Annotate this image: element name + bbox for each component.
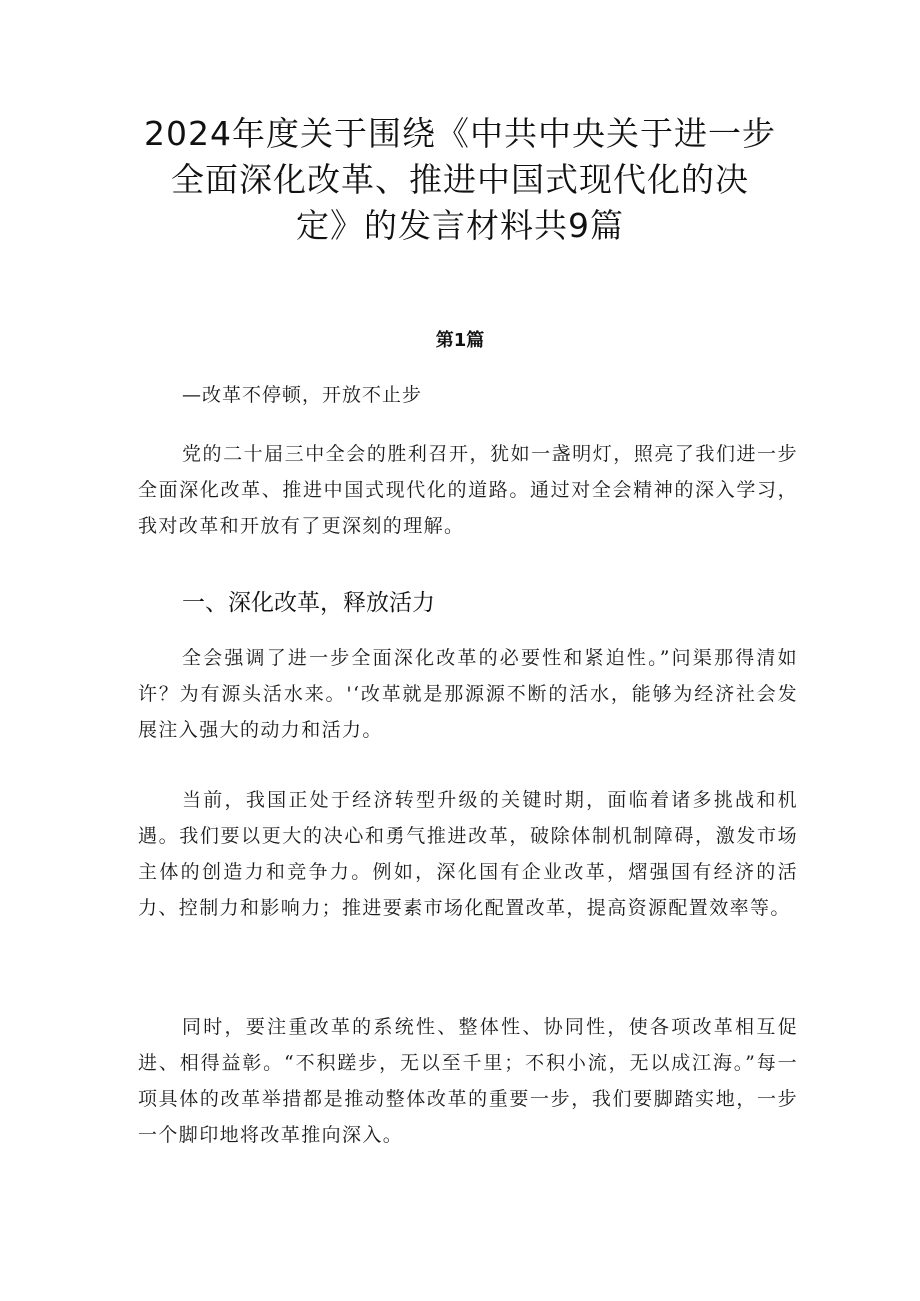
paragraph-4: 同时，要注重改革的系统性、整体性、协同性，使各项改革相互促进、相得益彰。“不积蹉步，无以至千里；不积小流，无以成江海。”每一项具体的改革举措都是推动整体改革的重要一步，我们要脚踏实地，一步一个脚印地将改革推向深入。: [138, 1016, 798, 1146]
paragraph-2: 全会强调了进一步全面深化改革的必要性和紧迫性。”问渠那得清如许？为有源头活水来。'‘改革就是那源源不断的活水，能够为经济社会发展注入强大的动力和活力。: [138, 647, 798, 741]
chapter-label: 第1篇: [435, 330, 485, 351]
paragraph-intro: 党的二十届三中全会的胜利召开，犹如一盏明灯，照亮了我们进一步全面深化改革、推进中国式现代化的道路。通过对全会精神的深入学习，我对改革和开放有了更深刻的理解。: [138, 443, 798, 537]
paragraph-3: 当前，我国正处于经济转型升级的关键时期，面临着诸多挑战和机遇。我们要以更大的决心和勇气推进改革，破除体制机制障碍，激发市场主体的创造力和竞争力。例如，深化国有企业改革，熠强国有经济的活力、控制力和影响力；推进要素市场化配置改革，提高资源配置效率等。: [138, 789, 798, 919]
title-line-3: 定》的发言材料共9篇: [296, 206, 624, 245]
title-line-2: 全面深化改革、推进中国式现代化的决: [171, 160, 749, 199]
title-line-1: 2024年度关于围绕《中共中央关于进一步: [144, 114, 776, 153]
section-subtitle: —改革不停顿，开放不止步: [182, 384, 423, 406]
section-heading: 一、深化改革，释放活力: [182, 590, 435, 616]
document-title: [120, 111, 800, 249]
